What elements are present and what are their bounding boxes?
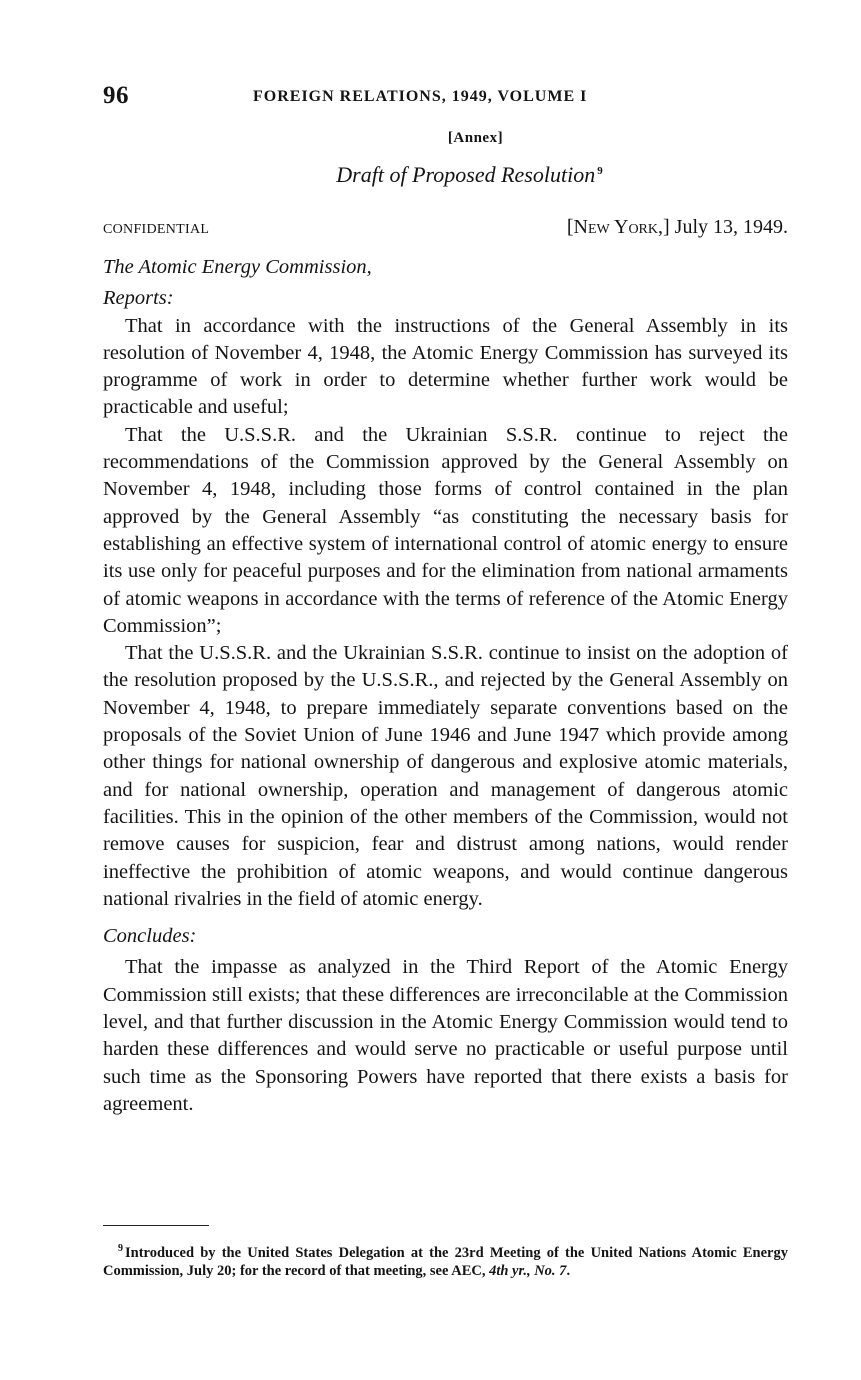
resolution-body xyxy=(103,254,788,1118)
classification-label: CONFIDENTIAL xyxy=(103,222,210,237)
dateline-date: ,] July 13, 1949. xyxy=(658,216,788,238)
dateline-open-bracket: [ xyxy=(566,216,574,238)
paragraph-2: That the U.S.S.R. and the Ukrainian S.S.R. continue to reject the recommendations of the Commission approved by the General Assembly on November 4, 1948, including those forms of control contained in the plan approved by the General Assembly “as constituting the necessary basis for establishing an effective system of international control of atomic energy to ensure its use only for peaceful purposes and for the elimination from national armaments of atomic weapons in accordance with the terms of reference of the Atomic Energy Commission”; xyxy=(103,423,788,637)
classification-row xyxy=(103,216,788,246)
document-title-text: Draft of Proposed Resolution xyxy=(336,162,596,187)
salutation: The Atomic Energy Commission, xyxy=(103,256,372,278)
dateline-place: New York xyxy=(573,216,658,238)
paragraph-3: That the U.S.S.R. and the Ukrainian S.S.R. continue to insist on the adoption of the resolution proposed by the U.S.S.R., and rejected by the General Assembly on November 4, 1948, to prepare immediately separate conventions based on the proposals of the Soviet Union of June 1946 and June 1947 which provide among other things for national ownership of dangerous and explosive atomic materials, and for national ownership, operation and management of dangerous atomic facilities. This in the opinion of the other members of the Commission, would not remove causes for suspicion, fear and distrust among nations, would render ineffective the prohibition of atomic weapons, and would continue dangerous national rivalries in the field of atomic energy. xyxy=(103,642,788,910)
footnote-end: . xyxy=(566,1263,571,1280)
page-number: 96 xyxy=(103,82,129,109)
title-footnote-marker: 9 xyxy=(597,164,603,177)
footnote-text: Introduced by the United States Delegation at the 23rd Meeting of the United Nations Atomic Energy Commission, July 20; for the record of that meeting, see AEC, xyxy=(103,1244,788,1280)
reports-label: Reports: xyxy=(103,287,174,310)
footnote xyxy=(103,1240,788,1281)
dateline xyxy=(567,216,788,239)
paragraph-4: That the impasse as analyzed in the Third Report of the Atomic Energy Commission still exists; that these differences are irreconcilable at the Commission level, and that further discussion in the Atomic Energy Commission would tend to harden these differences and would serve no practicable or useful purpose until such time as the Sponsoring Powers have reported that there exists a basis for agreement. xyxy=(103,956,788,1115)
paragraph-1: That in accordance with the instructions of the General Assembly in its resolution of November 4, 1948, the Atomic Energy Commission has surveyed its programme of work in order to determine whether further work would be practicable and useful; xyxy=(103,314,788,419)
running-head: FOREIGN RELATIONS, 1949, VOLUME I xyxy=(253,88,588,105)
annex-label: [Annex] xyxy=(447,130,504,146)
footnote-reference: 4th yr., No. 7 xyxy=(489,1263,567,1280)
page-header xyxy=(103,82,788,112)
document-title xyxy=(103,162,788,188)
footnote-marker: 9 xyxy=(118,1243,123,1254)
footnote-divider xyxy=(103,1225,209,1226)
concludes-label: Concludes: xyxy=(103,925,197,948)
